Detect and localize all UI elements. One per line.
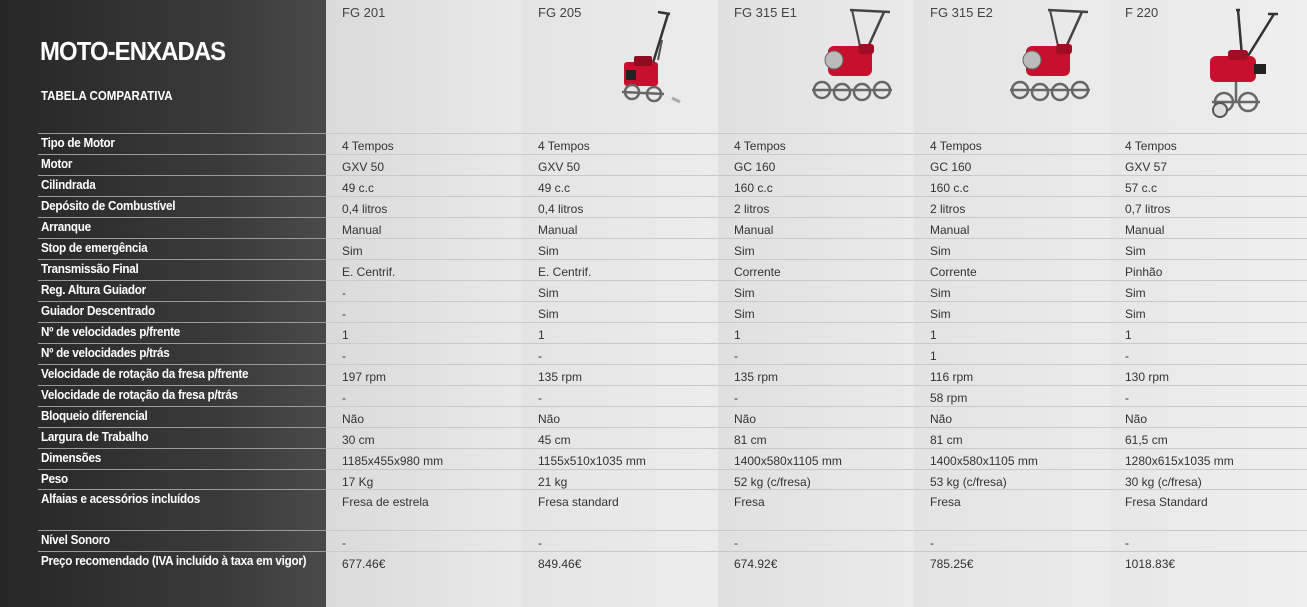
spec-label: Bloqueio diferencial xyxy=(41,408,148,423)
spec-value: 1 xyxy=(1125,328,1132,342)
row-divider xyxy=(38,217,326,218)
spec-value: - xyxy=(538,536,542,550)
row-divider xyxy=(326,427,1307,428)
row-divider xyxy=(38,427,326,428)
spec-value: 81 cm xyxy=(734,433,767,447)
spec-value: Pinhão xyxy=(1125,265,1163,279)
spec-value: 1 xyxy=(538,328,545,342)
spec-value: 49 c.c xyxy=(342,181,375,195)
row-divider xyxy=(326,259,1307,260)
spec-label: Stop de emergência xyxy=(41,240,148,255)
spec-value: Fresa xyxy=(734,495,765,509)
table-row xyxy=(0,530,1307,551)
spec-value: 1400x580x1105 mm xyxy=(734,454,842,468)
spec-value: 17 Kg xyxy=(342,475,374,489)
spec-value: Sim xyxy=(1125,307,1146,321)
spec-value: Fresa standard xyxy=(538,495,619,509)
table-row xyxy=(0,489,1307,530)
row-divider xyxy=(38,259,326,260)
spec-label: Depósito de Combustível xyxy=(41,198,176,213)
row-divider xyxy=(326,364,1307,365)
spec-value: 58 rpm xyxy=(930,391,968,405)
spec-value: 1155x510x1035 mm xyxy=(538,454,646,468)
spec-value: 1018.83€ xyxy=(1125,557,1176,571)
spec-label: Reg. Altura Guiador xyxy=(41,282,146,297)
tiller-f220-image xyxy=(1198,6,1290,120)
spec-value: - xyxy=(1125,349,1129,363)
row-divider xyxy=(38,489,326,490)
table-row xyxy=(0,551,1307,575)
row-divider xyxy=(38,469,326,470)
spec-value: 4 Tempos xyxy=(342,139,394,153)
row-divider xyxy=(326,551,1307,552)
spec-value: Não xyxy=(342,412,365,426)
row-divider xyxy=(38,238,326,239)
spec-value: Sim xyxy=(1125,286,1146,300)
table-row xyxy=(0,217,1307,238)
spec-value: 21 kg xyxy=(538,475,568,489)
spec-label: Nível Sonoro xyxy=(41,532,110,547)
spec-value: GC 160 xyxy=(734,160,776,174)
row-divider xyxy=(326,175,1307,176)
table-row xyxy=(0,154,1307,175)
spec-value: Manual xyxy=(1125,223,1165,237)
spec-value: 30 kg (c/fresa) xyxy=(1125,475,1202,489)
spec-label: Preço recomendado (IVA incluído à taxa em vigor) xyxy=(41,553,307,568)
row-divider xyxy=(326,196,1307,197)
spec-value: Sim xyxy=(538,307,559,321)
spec-value: - xyxy=(734,391,738,405)
spec-label: Peso xyxy=(41,471,68,486)
table-row xyxy=(0,280,1307,301)
tiller-fg205-image xyxy=(612,4,704,114)
spec-value: Fresa Standard xyxy=(1125,495,1208,509)
table-row xyxy=(0,469,1307,489)
spec-value: 674.92€ xyxy=(734,557,778,571)
spec-value: - xyxy=(342,286,346,300)
spec-label: Arranque xyxy=(41,219,91,234)
row-divider xyxy=(326,280,1307,281)
spec-value: Manual xyxy=(342,223,382,237)
row-divider xyxy=(326,530,1307,531)
spec-value: 30 cm xyxy=(342,433,375,447)
spec-value: 160 c.c xyxy=(930,181,969,195)
spec-value: Não xyxy=(930,412,953,426)
row-divider xyxy=(326,154,1307,155)
model-name: FG 315 E1 xyxy=(734,5,797,20)
spec-value: 677.46€ xyxy=(342,557,386,571)
table-row xyxy=(0,427,1307,448)
tiller-fg315e2-image xyxy=(1004,6,1100,106)
row-divider xyxy=(38,364,326,365)
spec-value: - xyxy=(734,349,738,363)
table-row xyxy=(0,448,1307,469)
spec-value: 2 litros xyxy=(734,202,770,216)
row-divider xyxy=(326,385,1307,386)
model-name: FG 205 xyxy=(538,5,582,20)
row-divider xyxy=(38,343,326,344)
spec-value: - xyxy=(1125,391,1129,405)
row-divider xyxy=(38,301,326,302)
row-divider xyxy=(38,530,326,531)
row-divider xyxy=(38,154,326,155)
table-row xyxy=(0,259,1307,280)
spec-value: - xyxy=(538,391,542,405)
spec-value: 160 c.c xyxy=(734,181,773,195)
row-divider xyxy=(38,322,326,323)
table-row xyxy=(0,343,1307,364)
spec-value: Corrente xyxy=(930,265,977,279)
table-row xyxy=(0,406,1307,427)
spec-value: - xyxy=(930,536,934,550)
spec-value: GXV 57 xyxy=(1125,160,1168,174)
row-divider xyxy=(326,448,1307,449)
spec-value: GXV 50 xyxy=(538,160,581,174)
spec-value: Manual xyxy=(734,223,774,237)
spec-value: E. Centrif. xyxy=(342,265,396,279)
spec-value: 197 rpm xyxy=(342,370,387,384)
page-title: MOTO-ENXADAS xyxy=(40,36,226,66)
spec-value: 57 c.c xyxy=(1125,181,1158,195)
row-divider xyxy=(326,469,1307,470)
spec-value: 1 xyxy=(342,328,349,342)
spec-value: 4 Tempos xyxy=(734,139,786,153)
spec-value: 1400x580x1105 mm xyxy=(930,454,1038,468)
table-row xyxy=(0,196,1307,217)
spec-value: 53 kg (c/fresa) xyxy=(930,475,1007,489)
spec-value: 4 Tempos xyxy=(538,139,590,153)
spec-label: Cilindrada xyxy=(41,177,96,192)
row-divider xyxy=(38,406,326,407)
spec-value: 0,7 litros xyxy=(1125,202,1171,216)
table-row xyxy=(0,301,1307,322)
table-row xyxy=(0,175,1307,196)
spec-value: Sim xyxy=(930,307,951,321)
row-divider xyxy=(326,406,1307,407)
spec-value: Sim xyxy=(538,286,559,300)
row-divider xyxy=(326,322,1307,323)
spec-label: Dimensões xyxy=(41,450,102,465)
row-divider xyxy=(38,196,326,197)
spec-value: 81 cm xyxy=(930,433,963,447)
row-divider xyxy=(38,551,326,552)
spec-value: - xyxy=(342,349,346,363)
row-divider xyxy=(38,133,326,134)
spec-value: 1 xyxy=(734,328,741,342)
spec-value: 0,4 litros xyxy=(538,202,584,216)
spec-value: Sim xyxy=(1125,244,1146,258)
spec-value: 116 rpm xyxy=(930,370,974,384)
row-divider xyxy=(326,217,1307,218)
row-divider xyxy=(38,280,326,281)
spec-value: 1185x455x980 mm xyxy=(342,454,444,468)
spec-value: Manual xyxy=(538,223,578,237)
spec-value: Fresa xyxy=(930,495,961,509)
spec-label: Nº de velocidades p/trás xyxy=(41,345,170,360)
spec-value: Manual xyxy=(930,223,970,237)
spec-value: Sim xyxy=(734,307,755,321)
row-divider xyxy=(326,343,1307,344)
spec-value: 4 Tempos xyxy=(930,139,982,153)
spec-value: - xyxy=(734,536,738,550)
spec-value: Fresa de estrela xyxy=(342,495,429,509)
spec-value: Corrente xyxy=(734,265,781,279)
spec-value: 49 c.c xyxy=(538,181,571,195)
spec-value: - xyxy=(342,391,346,405)
spec-value: 135 rpm xyxy=(734,370,779,384)
row-divider xyxy=(326,238,1307,239)
table-row xyxy=(0,238,1307,259)
spec-value: Sim xyxy=(930,244,951,258)
spec-value: GXV 50 xyxy=(342,160,385,174)
table-row xyxy=(0,322,1307,343)
spec-value: 52 kg (c/fresa) xyxy=(734,475,811,489)
page-subtitle: TABELA COMPARATIVA xyxy=(41,89,173,103)
row-divider xyxy=(38,385,326,386)
row-divider xyxy=(38,448,326,449)
spec-label: Largura de Trabalho xyxy=(41,429,149,444)
tiller-fg315e1-image xyxy=(806,6,902,106)
spec-value: - xyxy=(342,536,346,550)
row-divider xyxy=(326,133,1307,134)
spec-value: 2 litros xyxy=(930,202,966,216)
spec-label: Motor xyxy=(41,156,73,171)
table-row xyxy=(0,385,1307,406)
row-divider xyxy=(326,489,1307,490)
spec-value: - xyxy=(538,349,542,363)
spec-label: Velocidade de rotação da fresa p/frente xyxy=(41,366,249,381)
spec-value: 135 rpm xyxy=(538,370,583,384)
spec-value: - xyxy=(342,307,346,321)
spec-value: 61,5 cm xyxy=(1125,433,1168,447)
spec-label: Velocidade de rotação da fresa p/trás xyxy=(41,387,238,402)
spec-value: 1 xyxy=(930,349,937,363)
spec-value: Sim xyxy=(538,244,559,258)
spec-value: 785.25€ xyxy=(930,557,974,571)
model-name: FG 315 E2 xyxy=(930,5,993,20)
spec-value: Não xyxy=(1125,412,1148,426)
spec-value: 1 xyxy=(930,328,937,342)
spec-value: 4 Tempos xyxy=(1125,139,1177,153)
spec-value: Sim xyxy=(734,244,755,258)
spec-label: Transmissão Final xyxy=(41,261,139,276)
spec-value: Sim xyxy=(734,286,755,300)
spec-value: Sim xyxy=(342,244,363,258)
row-divider xyxy=(326,301,1307,302)
model-name: FG 201 xyxy=(342,5,386,20)
spec-label: Alfaias e acessórios incluídos xyxy=(41,491,201,506)
table-row xyxy=(0,133,1307,154)
spec-label: Nº de velocidades p/frente xyxy=(41,324,181,339)
spec-label: Tipo de Motor xyxy=(41,135,115,150)
spec-value: Sim xyxy=(930,286,951,300)
table-row xyxy=(0,364,1307,385)
spec-value: GC 160 xyxy=(930,160,972,174)
spec-value: 130 rpm xyxy=(1125,370,1170,384)
model-name: F 220 xyxy=(1125,5,1159,20)
spec-value: E. Centrif. xyxy=(538,265,592,279)
spec-value: 45 cm xyxy=(538,433,571,447)
spec-value: 849.46€ xyxy=(538,557,582,571)
spec-value: 1280x615x1035 mm xyxy=(1125,454,1234,468)
spec-label: Guiador Descentrado xyxy=(41,303,155,318)
spec-value: Não xyxy=(538,412,561,426)
spec-value: Não xyxy=(734,412,757,426)
spec-value: 0,4 litros xyxy=(342,202,388,216)
spec-value: - xyxy=(1125,536,1129,550)
row-divider xyxy=(38,175,326,176)
